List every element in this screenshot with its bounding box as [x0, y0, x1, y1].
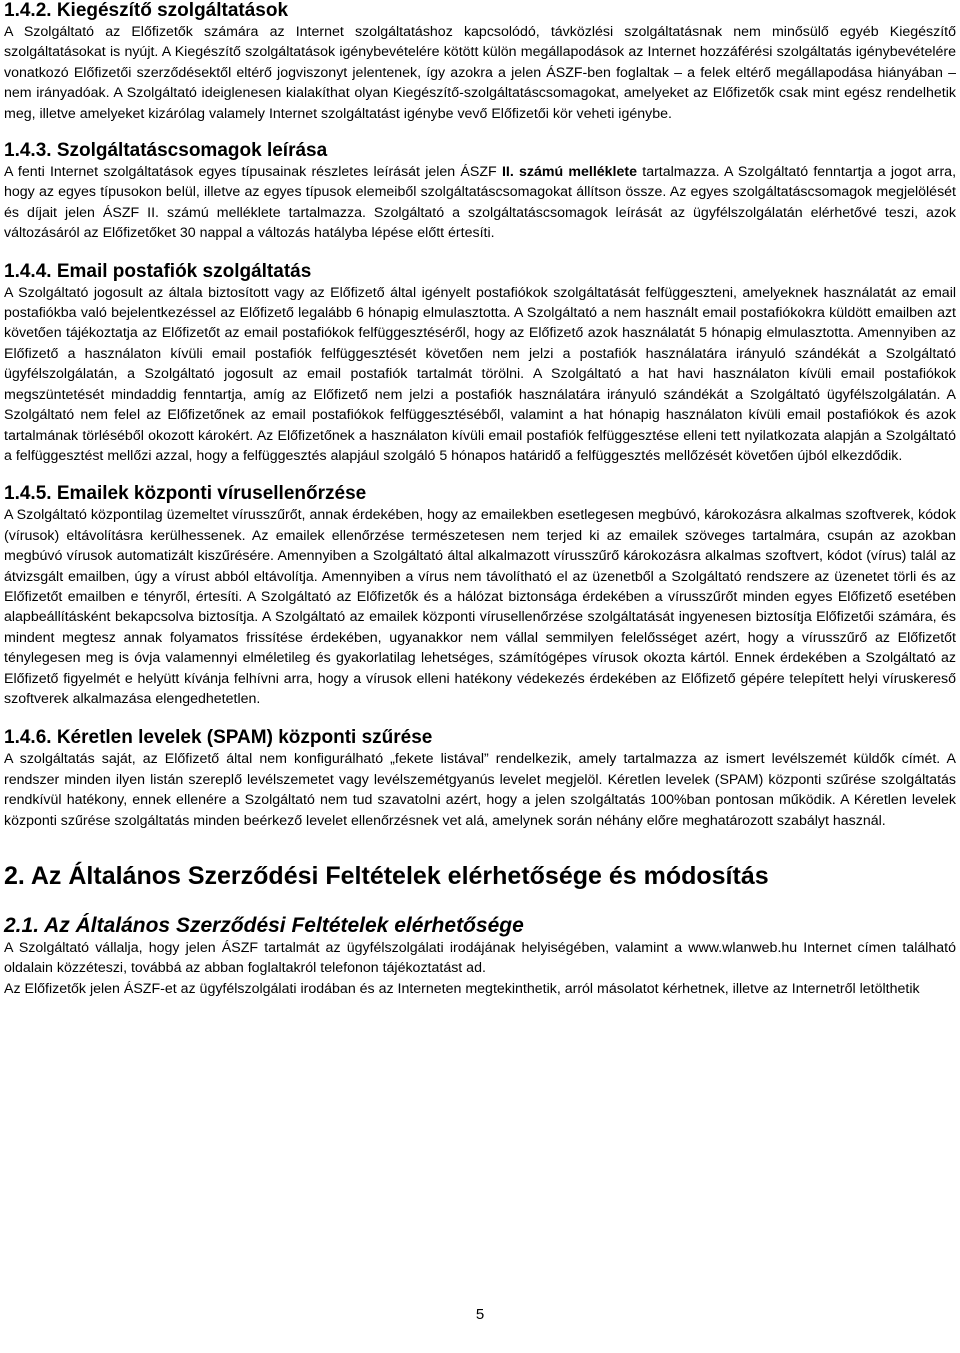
- section-heading-2-1: 2.1. Az Általános Szerződési Feltételek elérhetősége: [4, 914, 524, 937]
- section-heading-1-4-5: 1.4.5. Emailek központi vírusellenőrzése: [4, 483, 367, 505]
- section-heading-1-4-2: 1.4.2. Kiegészítő szolgáltatások: [4, 0, 289, 21]
- document-page: [4, 0, 956, 999]
- body-text: tartalmazza. A Szolgáltató fenntartja a jogot arra, hogy az egyes típusokon belül, illetve az egyes típusok elemeiből szolgáltatáscsomagokat állítson össze. Az egyes szolgáltatáscsomagok megjelölését és díjait jelen ÁSZF II. számú melléklete tartalmazza. Szolgáltató a szolgáltatáscsomagok leírását az ügyfélszolgálatán elérhetővé teszi, azok változásáról az Előfizetőket 30 nappal a változás hatályba lépése előtt értesíti.: [4, 164, 957, 242]
- section-body-1-4-4: A Szolgáltató jogosult az általa biztosított vagy az Előfizető által igényelt postafiókok szolgáltatását felfüggeszteni, amelyeknek használatát az email postafiókba való bejelentkezéssel az Előfizető legalább 6 hónapig elmulasztotta. A Szolgáltató a nem használt email postafiókokra küldött emailben azt követően tájékoztatja az Előfizetőt az email postafiókok felfüggesztéséről, hogy az Előfizető azok használatát 5 hónapig elmulasztotta. Amennyiben az Előfizető a használaton kívüli email postafiók felfüggesztését követően nem jelzi a postafiók használatára irányuló szándékát a Szolgáltató ügyfélszolgálatán, a Szolgáltató jogosult az email postafiók tartalmát törölni. A Szolgáltató a hat havi használaton kívüli email postafiókok megszüntetését mindaddig fenntartja, amíg az Előfizető nem jelzi a postafiók használatára irányuló szándékát a Szolgáltató ügyfélszolgálatán. A Szolgáltató nem felel az Előfizetőnek az email postafiókok felfüggesztéséből, valamint a hat hónapig használaton kívüli email postafiókok és azok tartalmának törléséből okozott károkért. Az Előfizetőnek a használaton kívüli email postafiók felfüggesztése elleni tett nyilatkozata alapján a Szolgáltató a felfüggesztést mellőzi azzal, hogy a felfüggesztés alapjául szolgáló 5 hónapos határidő a felfüggesztés mellőzését követően újból elkezdődik.: [4, 284, 956, 464]
- annex-reference: II. számú melléklete: [501, 164, 638, 181]
- section-heading-1-4-6: 1.4.6. Kéretlen levelek (SPAM) központi szűrése: [4, 727, 433, 749]
- section-body-2-1-a: A Szolgáltató vállalja, hogy jelen ÁSZF tartalmát az ügyfélszolgálati irodájának helyiségében, valamint a www.wlanweb.hu Internet címen található oldalain közzéteszi, továbbá az abban foglaltakról telefonon tájékoztatást ad.: [4, 940, 956, 977]
- page-number: 5: [475, 1306, 485, 1323]
- section-body-1-4-6: A szolgáltatás saját, az Előfizető által nem konfigurálható „fekete listával” rendelkezik, amely tartalmazza az ismert levélszemét küldők címét. A rendszer minden ilyen listán szereplő levélszemetet vagy levélszemétgyanús levelet megjelöl. Kéretlen levelek (SPAM) központi szűrése szolgáltatás rendkívül hatékony, ennek ellenére a Szolgáltató nem tud szavatolni azért, hogy a jelen szolgáltatás 100%ban pontosan működik. A Kéretlen levelek központi szűrése szolgáltatás minden beérkező levelet ellenőrzésnek vet alá, amelynek során néhány előre meghatározott szabályt használ.: [4, 751, 956, 829]
- section-body-2-1-b: Az Előfizetők jelen ÁSZF-et az ügyfélszolgálati irodában és az Interneten megtekinthetik, arról másolatot kérhetnek, illetve az Internetről letölthetik: [4, 980, 920, 997]
- chapter-heading-2: 2. Az Általános Szerződési Feltételek elérhetősége és módosítás: [4, 862, 769, 890]
- section-heading-1-4-4: 1.4.4. Email postafiók szolgáltatás: [4, 260, 312, 282]
- section-body-1-4-2: A Szolgáltató az Előfizetők számára az Internet szolgáltatáshoz kapcsolódó, távközlési szolgáltatásnak nem minősülő egyéb Kiegészítő szolgáltatásokat is nyújt. A Kiegészítő szolgáltatások igénybevételére kötött külön megállapodások az Internet hozzáférési szolgáltatás igénybevételére vonatkozó Előfizetői szerződésektől eltérő jogviszonyt jelentenek, így azokra a jelen ÁSZF-ben foglaltak – a felek eltérő megállapodása hiányában – nem irányadóak. A Szolgáltató ideiglenesen kialakíthat olyan Kiegészítő-szolgáltatáscsomagokat, amelyeket az Előfizetők csak mint egész rendelhetik meg, illetve amelyeket kizárólag valamely Internet szolgáltatást igénybe vevő Előfizetői kör veheti igénybe.: [4, 24, 956, 122]
- body-text: A fenti Internet szolgáltatások egyes típusainak részletes leírását jelen ÁSZF: [4, 164, 502, 181]
- section-heading-1-4-3: 1.4.3. Szolgáltatáscsomagok leírása: [4, 140, 328, 162]
- section-body-1-4-5: A Szolgáltató központilag üzemeltet vírusszűrőt, annak érdekében, hogy az emailekben esetlegesen megbúvó, károkozásra alkalmas szoftverek, kódok (vírusok) eltávolításra kerülhessenek. Az emailek ellenőrzése természetesen nem terjed ki az emailek szöveges tartalmára, csupán az azokban megbúvó vírusok automatizált kiszűrésére. Amennyiben a Szolgáltató által alkalmazott vírusszűrő károkozásra alkalmas szoftvert, kódot (vírus) talál az átvizsgált emailben, úgy a vírust abból eltávolítja. Amennyiben a vírus nem távolítható el az üzenetből a Szolgáltató rendszere az üzenetet törli és az Előfizetőt emailben e tényről, értesíti. A Szolgáltató az Előfizetők és a hálózat biztonsága érdekében a vírusszűrőt minden egyes Előfizető esetében alapbeállításként bekapcsolva biztosítja. A Szolgáltató az emailek központi vírusellenőrzése szolgáltatását ingyenesen biztosítja Előfizetői számára, és mindent megtesz annak folyamatos frissítése érdekében, ugyanakkor nem vállal semmilyen felelősséget azért, hogy a vírusszűrő az Előfizetőt ténylegesen meg is óvja valamennyi elméletileg és gyakorlatilag lehetséges, számítógépes vírusok okozta kártól. Ennek érdekében a Szolgáltató az Előfizető figyelmét e helyütt kívánja felhívni arra, hogy a vírusok elleni hatékony védekezés érdekében az Előfizető gépére telepített helyi víruskereső szoftverek alkalmazása elengedhetetlen.: [4, 507, 956, 707]
- section-body-1-4-3: [4, 162, 956, 244]
